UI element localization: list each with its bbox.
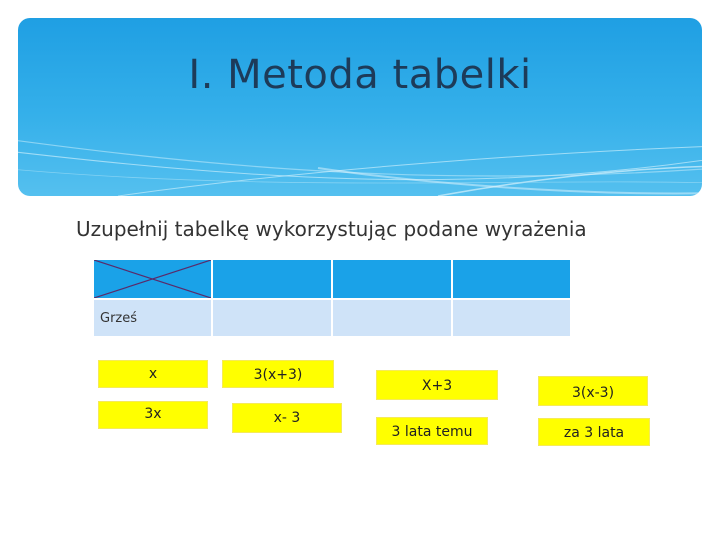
decorative-curves — [18, 18, 702, 196]
header-cell[interactable] — [332, 259, 452, 299]
instruction-text: Uzupełnij tabelkę wykorzystując podane wyrażenia — [76, 217, 587, 241]
expression-chip-x[interactable]: x — [98, 360, 208, 388]
expression-chip-3x-plus-3[interactable]: 3(x+3) — [222, 360, 334, 388]
row-label-grzes: Grześ — [93, 299, 212, 337]
expression-chip-in-3-years[interactable]: za 3 lata — [538, 418, 650, 446]
expression-chip-3-years-ago[interactable]: 3 lata temu — [376, 417, 488, 445]
expression-chip-x-plus-3[interactable]: X+3 — [376, 370, 498, 400]
title-banner — [18, 18, 702, 196]
expression-chip-3x-minus-3[interactable]: 3(x-3) — [538, 376, 648, 406]
expression-chip-x-minus-3[interactable]: x- 3 — [232, 403, 342, 433]
table-header-row — [93, 259, 571, 299]
answer-cell[interactable] — [452, 299, 571, 337]
expression-chip-3x[interactable]: 3x — [98, 401, 208, 429]
answer-cell[interactable] — [332, 299, 452, 337]
page-title: I. Metoda tabelki — [188, 52, 532, 98]
fill-in-table — [92, 258, 572, 338]
table-row — [93, 299, 571, 337]
corner-cell — [93, 259, 212, 299]
header-cell[interactable] — [452, 259, 571, 299]
answer-cell[interactable] — [212, 299, 332, 337]
cross-icon — [94, 260, 211, 298]
header-cell[interactable] — [212, 259, 332, 299]
